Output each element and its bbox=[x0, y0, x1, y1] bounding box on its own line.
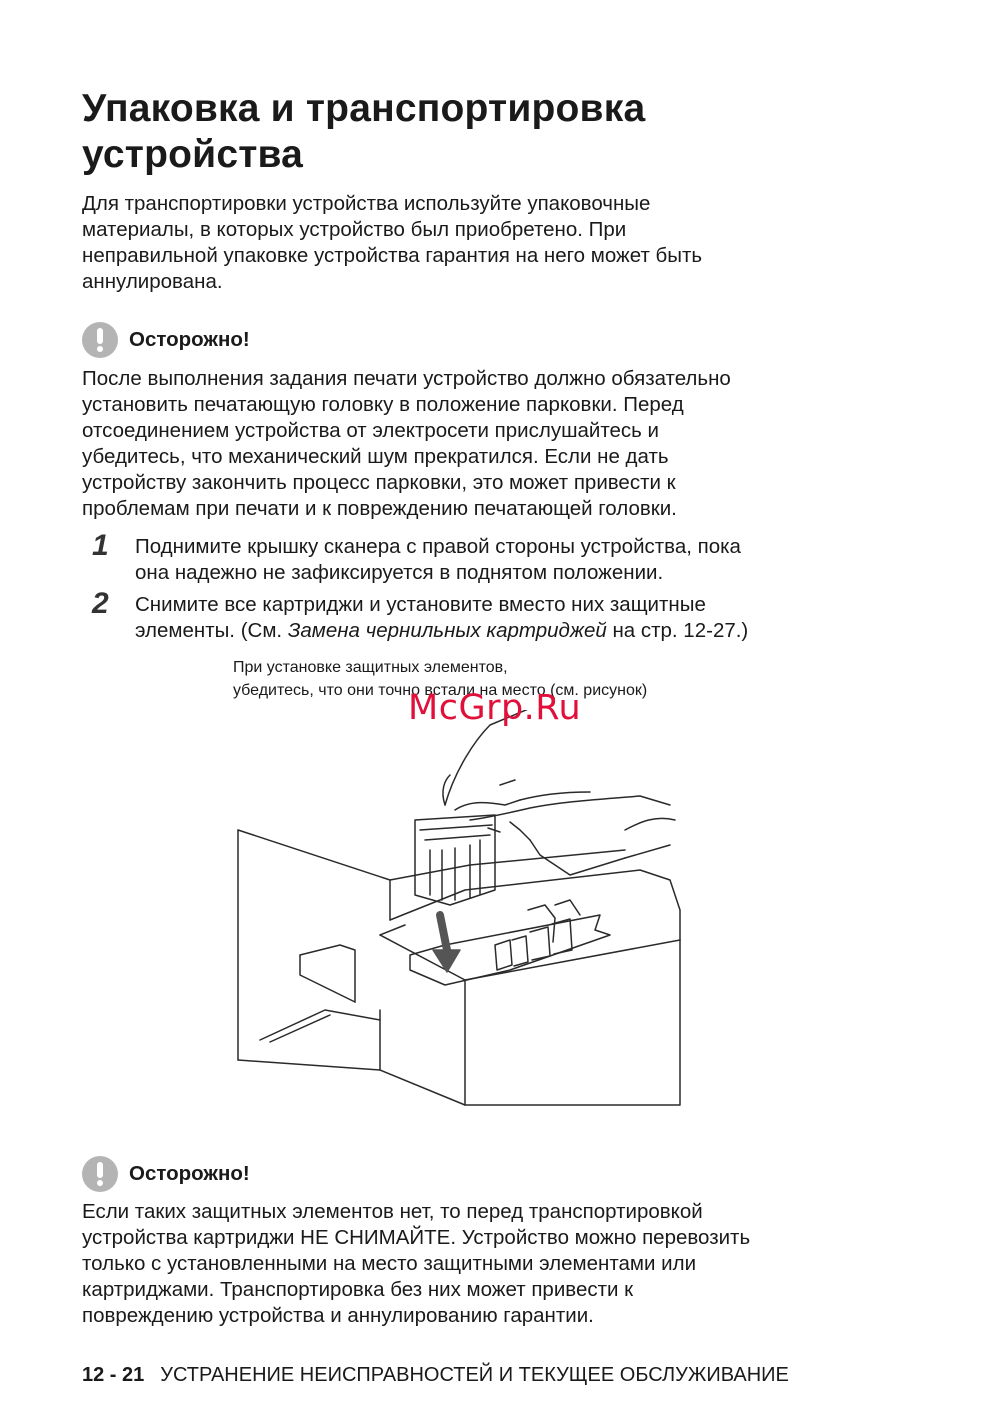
caution-line: только с установленными на место защитными элементами или bbox=[82, 1252, 697, 1275]
caution-body-1 bbox=[82, 366, 882, 522]
step-line: Поднимите крышку сканера с правой стороны устройства, пока bbox=[135, 535, 741, 558]
caution-header-2 bbox=[82, 1156, 250, 1192]
caution-line: повреждению устройства и аннулированию гарантии. bbox=[82, 1304, 594, 1327]
exclamation-icon bbox=[82, 1156, 118, 1192]
page-footer bbox=[82, 1364, 789, 1387]
cross-reference-link[interactable]: Замена чернильных картриджей bbox=[287, 619, 607, 642]
caution-line: устройству закончить процесс парковки, это может привести к bbox=[82, 471, 676, 494]
caution-line: установить печатающую головку в положение парковки. Перед bbox=[82, 393, 684, 416]
intro-line: Для транспортировки устройства используйте упаковочные bbox=[82, 192, 651, 215]
exclamation-icon bbox=[82, 322, 118, 358]
step-line: на стр. 12-27.) bbox=[606, 619, 749, 642]
page-number: 12 - 21 bbox=[82, 1364, 145, 1386]
caution-line: проблемам при печати и к повреждению печатающей головки. bbox=[82, 497, 677, 520]
caution-line: убедитесь, что механический шум прекратился. Если не дать bbox=[82, 445, 669, 468]
caution-line: После выполнения задания печати устройство должно обязательно bbox=[82, 367, 731, 390]
caution-line: картриджами. Транспортировка без них может привести к bbox=[82, 1278, 634, 1301]
step-number: 2 bbox=[92, 587, 109, 620]
caption-line: убедитесь, что они точно встали на место (см. рисунок) bbox=[233, 682, 648, 699]
caution-line: отсоединением устройства от электросети прислушайтесь и bbox=[82, 419, 660, 442]
caution-line: устройства картриджи НЕ СНИМАЙТЕ. Устройство можно перевозить bbox=[82, 1226, 751, 1249]
intro-line: неправильной упаковке устройства гарантия на него может быть bbox=[82, 244, 703, 267]
caution-title: Осторожно! bbox=[129, 1162, 250, 1185]
step-line: элементы. (См. bbox=[135, 619, 288, 642]
page-title-line-2: устройства bbox=[82, 133, 304, 176]
caution-line: Если таких защитных элементов нет, то перед транспортировкой bbox=[82, 1200, 703, 1223]
section-title: УСТРАНЕНИЕ НЕИСПРАВНОСТЕЙ И ТЕКУЩЕЕ ОБСЛУЖИВАНИЕ bbox=[160, 1364, 789, 1386]
step-text bbox=[135, 534, 905, 586]
intro-line: материалы, в которых устройство был приобретено. При bbox=[82, 218, 627, 241]
caution-body-2 bbox=[82, 1199, 882, 1329]
watermark: McGrp.Ru bbox=[408, 688, 582, 728]
intro-paragraph bbox=[82, 191, 882, 295]
caption-line: При установке защитных элементов, bbox=[233, 659, 508, 676]
intro-line: аннулирована. bbox=[82, 270, 223, 293]
page-title-line-1: Упаковка и транспортировка bbox=[82, 87, 646, 130]
printer-illustration bbox=[230, 710, 690, 1120]
caution-header-1 bbox=[82, 322, 250, 358]
step-line: она надежно не зафиксируется в поднятом положении. bbox=[135, 561, 664, 584]
step-number: 1 bbox=[92, 529, 109, 562]
page-title bbox=[82, 86, 942, 178]
step-text bbox=[135, 592, 905, 644]
caution-title: Осторожно! bbox=[129, 328, 250, 351]
step-line: Снимите все картриджи и установите вместо них защитные bbox=[135, 593, 706, 616]
